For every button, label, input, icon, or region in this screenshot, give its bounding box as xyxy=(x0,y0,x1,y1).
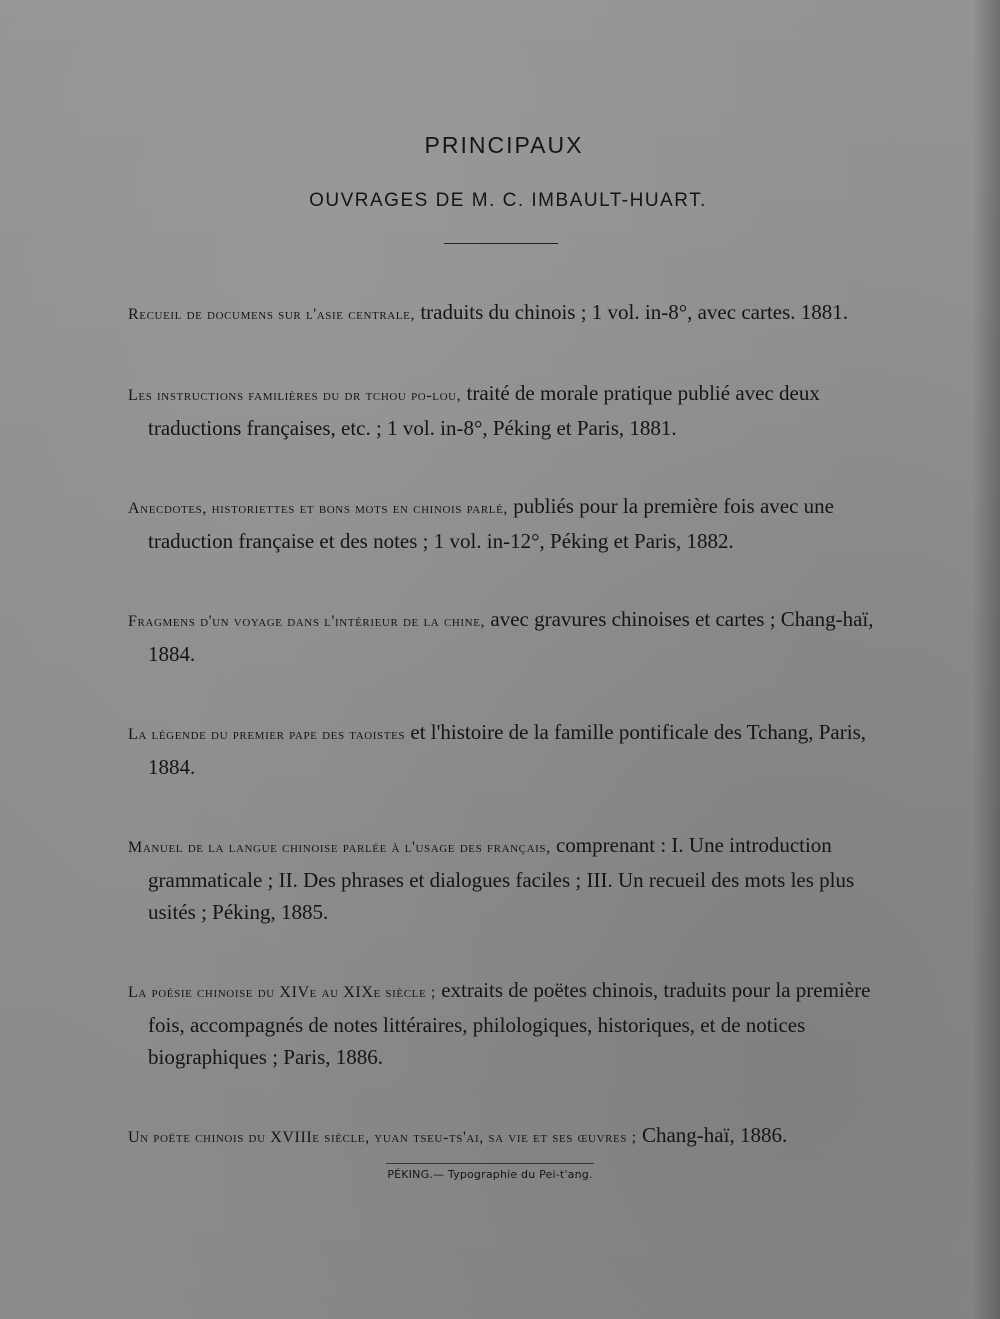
title-divider xyxy=(444,243,558,244)
work-entry-legende xyxy=(128,716,888,783)
work-details: extraits de poëtes chinois, traduits pour la première fois, accompagnés de notes littéraires, philologiques, historiques, et de notices biographiques ; Paris, 1886. xyxy=(148,978,871,1069)
page-subtitle: OUVRAGES DE M. C. IMBAULT-HUART. xyxy=(309,190,707,211)
page-title: PRINCIPAUX xyxy=(424,132,584,158)
imprint-divider xyxy=(386,1163,594,1164)
imprint-text: PÉKING.— Typographie du Pei-t'ang. xyxy=(387,1168,593,1181)
work-title: La poésie chinoise du XIVe au XIXe siècle ; xyxy=(128,984,436,1001)
work-details: avec gravures chinoises et cartes ; Chang-haï, 1884. xyxy=(148,607,874,666)
work-entry-manuel xyxy=(128,829,888,928)
work-entry-poete xyxy=(128,1119,888,1154)
work-details: comprenant : I. Une introduction grammaticale ; II. Des phrases et dialogues faciles ; III. Un recueil des mots les plus usités ; Péking, 1885. xyxy=(148,833,855,924)
work-details: Chang-haï, 1886. xyxy=(641,1123,788,1147)
works-list xyxy=(128,296,888,1200)
work-details: et l'histoire de la famille pontificale des Tchang, Paris, 1884. xyxy=(148,720,866,779)
work-title: Les instructions familières du dr tchou po-lou, xyxy=(128,387,462,404)
work-details: traité de morale pratique publié avec deux traductions françaises, etc. ; 1 vol. in-8°, Péking et Paris, 1881. xyxy=(148,381,820,440)
work-title: Fragmens d'un voyage dans l'intérieur de la chine, xyxy=(128,613,486,630)
work-entry-fragmens xyxy=(128,603,888,670)
work-title: Manuel de la langue chinoise parlée à l'usage des français, xyxy=(128,839,551,856)
printer-imprint xyxy=(0,1168,990,1181)
work-entry-poesie xyxy=(128,974,888,1073)
work-title: Anecdotes, historiettes et bons mots en chinois parlé, xyxy=(128,500,509,517)
work-title: Recueil de documens sur l'asie centrale, xyxy=(128,306,416,323)
work-entry-recueil xyxy=(128,296,888,331)
work-details: traduits du chinois ; 1 vol. in-8°, avec cartes. 1881. xyxy=(420,300,849,324)
work-entry-anecdotes xyxy=(128,490,888,557)
work-title: La légende du premier pape des taoistes xyxy=(128,726,406,743)
work-title: Un poëte chinois du XVIIIe siècle, yuan tseu-ts'ai, sa vie et ses œuvres ; xyxy=(128,1129,637,1146)
work-details: publiés pour la première fois avec une traduction française et des notes ; 1 vol. in-12°, Péking et Paris, 1882. xyxy=(148,494,834,553)
work-entry-instructions xyxy=(128,377,888,444)
